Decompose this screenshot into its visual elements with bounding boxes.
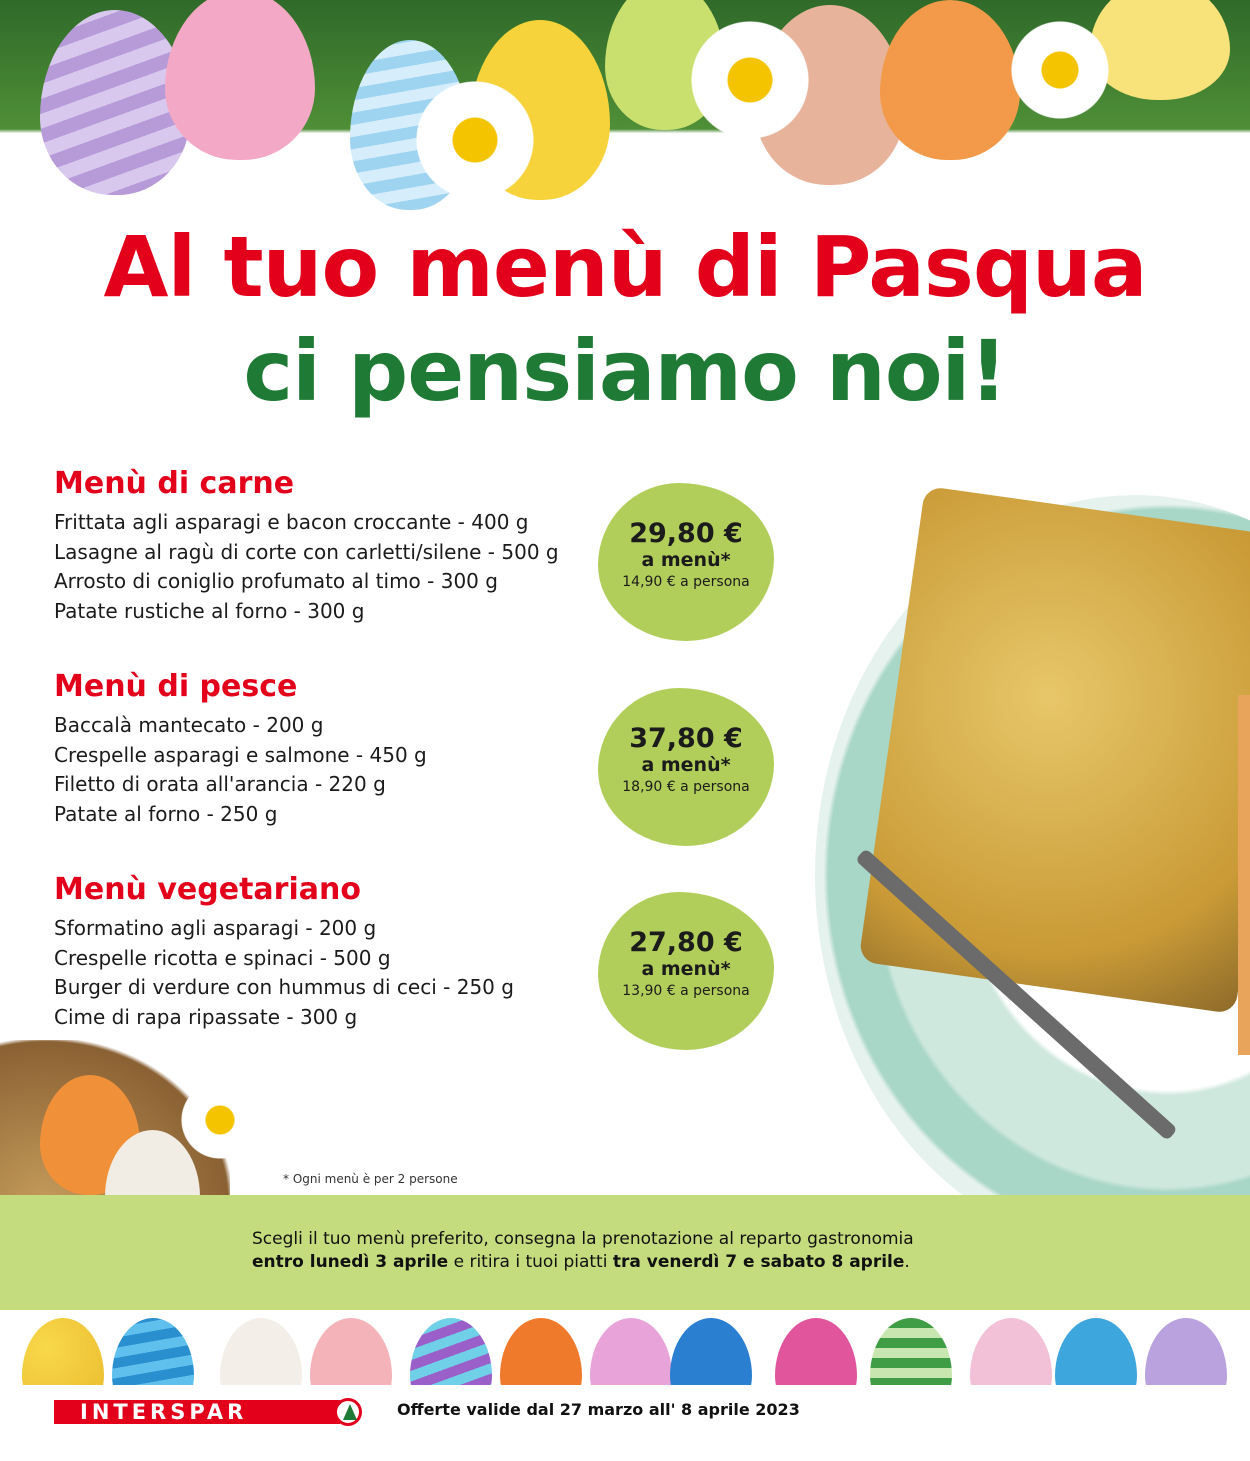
menu-item: Baccalà mantecato - 200 g [54, 713, 324, 737]
menu-item: Patate rustiche al forno - 300 g [54, 598, 365, 623]
daisy-flower-icon [180, 1080, 260, 1160]
menu-item: Frittata agli asparagi e bacon croccante - 400 g [54, 510, 529, 534]
easter-egg-orange [500, 1318, 582, 1385]
booking-deadline: entro lunedì 3 aprile [252, 1252, 449, 1272]
spar-tree-icon [334, 1398, 362, 1426]
easter-egg-blue [112, 1318, 194, 1385]
easter-egg-blue-3 [1055, 1318, 1137, 1385]
easter-egg-pink-dots [970, 1318, 1052, 1385]
menu-item: Sformatino agli asparagi - 200 g [54, 916, 377, 940]
booking-pickup: tra venerdì 7 e sabato 8 aprile [612, 1252, 905, 1272]
easter-egg-yellow-2 [1090, 0, 1230, 100]
price-per-menu: a menù* [641, 958, 731, 980]
price-amount: 29,80 € [629, 518, 743, 549]
menu-title: Menù vegetariano [54, 872, 361, 907]
booking-info [252, 1228, 1012, 1274]
daisy-flower-icon [415, 80, 535, 200]
frittata-image [858, 486, 1250, 1014]
frittata-plate-photo [795, 480, 1250, 1260]
price-badge-vegetarian [598, 892, 774, 1050]
menu-vegetarian [54, 872, 614, 1032]
price-amount: 27,80 € [629, 927, 743, 958]
brand-name: INTERSPAR [80, 1400, 248, 1424]
tree-icon [343, 1404, 357, 1420]
menu-item: Filetto di orata all'arancia - 220 g [54, 772, 386, 796]
offer-validity: Offerte valide dal 27 marzo all' 8 aprile 2023 [397, 1400, 800, 1419]
easter-eggs-row [0, 1310, 1250, 1385]
menu-meat [54, 466, 614, 626]
price-per-menu: a menù* [641, 754, 731, 776]
easter-egg-pink-flowers [590, 1318, 672, 1385]
footnote: * Ogni menù è per 2 persone [283, 1172, 458, 1186]
price-amount: 37,80 € [629, 723, 743, 754]
menu-item: Burger di verdure con hummus di ceci - 250 g [54, 975, 514, 999]
menu-title: Menù di carne [54, 466, 295, 501]
menu-item: Lasagne al ragù di corte con carletti/silene - 500 g [54, 539, 559, 564]
side-tab [1238, 695, 1250, 1055]
headline-line-1: Al tuo menù di Pasqua [103, 218, 1147, 316]
menu-item: Crespelle asparagi e salmone - 450 g [54, 742, 427, 767]
booking-middle: e ritira i tuoi piatti [448, 1252, 613, 1272]
price-per-person: 18,90 € a persona [622, 779, 750, 795]
easter-egg-magenta [775, 1318, 857, 1385]
easter-egg-pink [165, 0, 315, 160]
easter-egg-blue-2 [670, 1318, 752, 1385]
easter-egg-lilac [1145, 1318, 1227, 1385]
daisy-flower-icon [690, 20, 810, 140]
booking-info-line1: Scegli il tuo menù preferito, consegna la prenotazione al reparto gastronomia [252, 1229, 914, 1249]
easter-egg-orange [880, 0, 1020, 160]
easter-eggs-banner [0, 0, 1250, 215]
price-per-person: 13,90 € a persona [622, 983, 750, 999]
price-badge-meat [598, 483, 774, 641]
daisy-flower-icon [1010, 20, 1110, 120]
headline-line-2: ci pensiamo noi! [243, 322, 1007, 420]
booking-end: . [904, 1252, 910, 1272]
easter-egg-yellow [22, 1318, 104, 1385]
logo-bar [54, 1400, 72, 1424]
menu-item: Cime di rapa ripassate - 300 g [54, 1004, 358, 1029]
price-per-menu: a menù* [641, 549, 731, 571]
menu-item: Patate al forno - 250 g [54, 801, 278, 826]
menu-item: Crespelle ricotta e spinaci - 500 g [54, 945, 391, 970]
easter-egg-green [870, 1318, 952, 1385]
price-per-person: 14,90 € a persona [622, 574, 750, 590]
easter-egg-pink [310, 1318, 392, 1385]
easter-egg-purple [410, 1318, 492, 1385]
interspar-logo [54, 1400, 340, 1424]
price-badge-fish [598, 688, 774, 846]
menu-item: Arrosto di coniglio profumato al timo - 300 g [54, 569, 498, 593]
easter-egg-white [220, 1318, 302, 1385]
menu-title: Menù di pesce [54, 669, 298, 704]
menu-fish [54, 669, 614, 829]
